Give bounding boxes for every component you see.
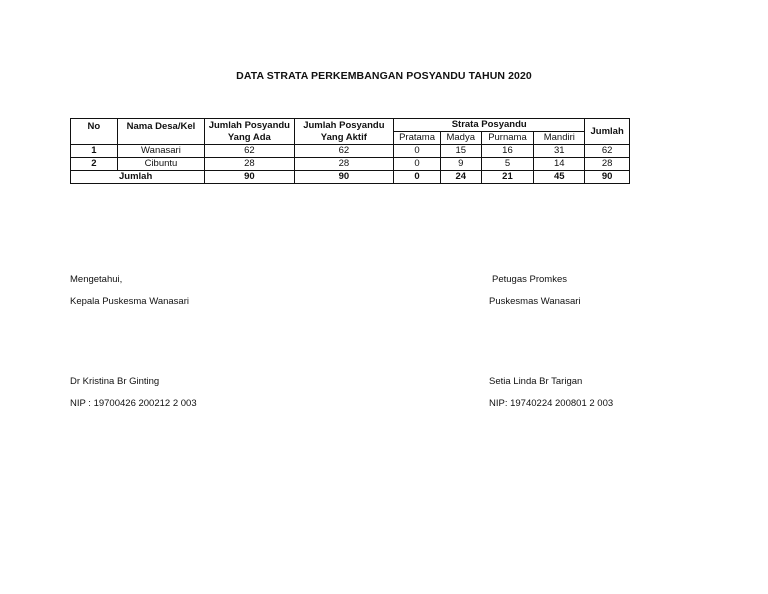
header-jumlah-aktif [294, 119, 394, 145]
total-pratama: 0 [394, 171, 441, 184]
total-aktif: 90 [294, 171, 394, 184]
left-position: Kepala Puskesma Wanasari [70, 296, 189, 307]
total-purnama: 21 [481, 171, 534, 184]
header-aktif-line1: Jumlah Posyandu [303, 119, 385, 131]
strata-table [70, 118, 630, 184]
total-ada: 90 [205, 171, 294, 184]
total-madya: 24 [440, 171, 481, 184]
left-signer-name: Dr Kristina Br Ginting [70, 376, 160, 387]
row-no: 1 [71, 145, 118, 158]
row-purnama: 16 [481, 145, 534, 158]
header-mandiri: Mandiri [534, 132, 585, 145]
row-madya: 15 [440, 145, 481, 158]
total-jumlah: 90 [585, 171, 630, 184]
header-aktif-line2: Yang Aktif [320, 131, 367, 143]
row-mandiri: 14 [534, 158, 585, 171]
row-mandiri: 31 [534, 145, 585, 158]
total-label: Jumlah [71, 171, 205, 184]
row-purnama: 5 [481, 158, 534, 171]
right-institution: Puskesmas Wanasari [489, 296, 581, 307]
header-strata: Strata Posyandu [394, 119, 585, 132]
row-madya: 9 [440, 158, 481, 171]
row-ada: 28 [205, 158, 294, 171]
header-pratama: Pratama [394, 132, 441, 145]
header-purnama: Purnama [481, 132, 534, 145]
total-row [71, 171, 630, 184]
right-signer-nip: NIP: 19740224 200801 2 003 [489, 398, 614, 409]
header-madya: Madya [440, 132, 481, 145]
row-ada: 62 [205, 145, 294, 158]
row-jumlah: 62 [585, 145, 630, 158]
left-acknowledge: Mengetahui, [70, 274, 123, 285]
header-ada-line2: Yang Ada [227, 131, 271, 143]
right-role: Petugas Promkes [492, 274, 567, 285]
table-row [71, 145, 630, 158]
header-nama: Nama Desa/Kel [117, 119, 204, 145]
row-jumlah: 28 [585, 158, 630, 171]
row-no: 2 [71, 158, 118, 171]
row-pratama: 0 [394, 158, 441, 171]
total-mandiri: 45 [534, 171, 585, 184]
row-aktif: 28 [294, 158, 394, 171]
row-nama: Wanasari [117, 145, 204, 158]
row-aktif: 62 [294, 145, 394, 158]
row-nama: Cibuntu [117, 158, 204, 171]
header-no: No [71, 119, 118, 145]
table-row [71, 158, 630, 171]
document-title: DATA STRATA PERKEMBANGAN POSYANDU TAHUN 2020 [236, 70, 532, 82]
header-jumlah: Jumlah [585, 119, 630, 145]
header-jumlah-ada [205, 119, 294, 145]
header-ada-line1: Jumlah Posyandu [208, 119, 290, 131]
right-signer-name: Setia Linda Br Tarigan [489, 376, 583, 387]
row-pratama: 0 [394, 145, 441, 158]
left-signer-nip: NIP : 19700426 200212 2 003 [70, 398, 197, 409]
header-row-1 [71, 119, 630, 132]
